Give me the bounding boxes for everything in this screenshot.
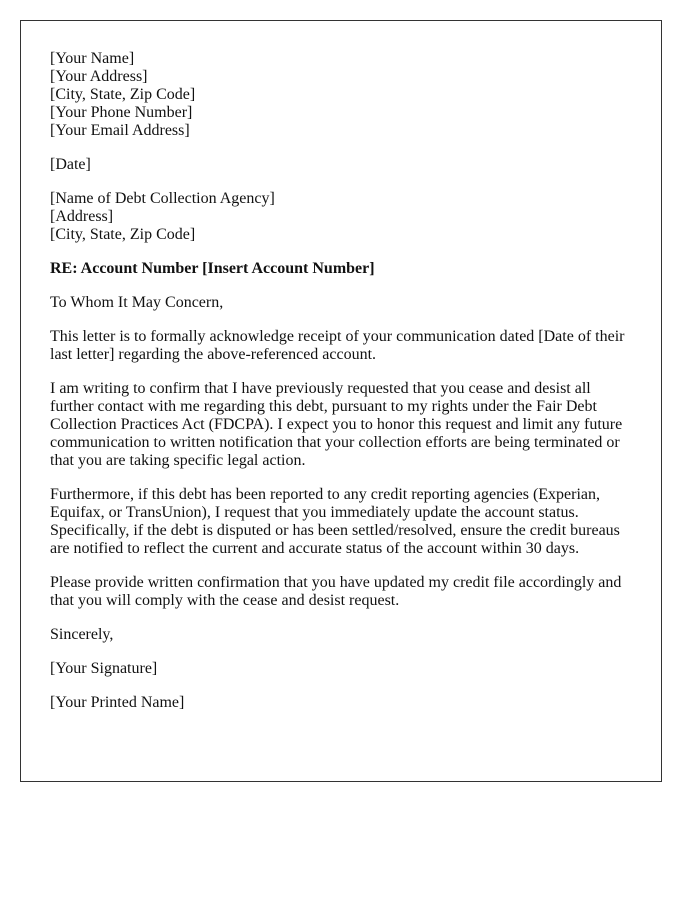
- body-paragraph: This letter is to formally acknowledge receipt of your communication dated [Date of their last letter] regarding the above-referenced account.: [50, 328, 625, 363]
- sender-email: [Your Email Address]: [50, 122, 190, 139]
- recipient-name: [Name of Debt Collection Agency]: [50, 190, 275, 207]
- recipient-address: [Address]: [50, 208, 114, 225]
- sender-address-block: [50, 50, 632, 140]
- signature: [Your Signature]: [50, 660, 158, 677]
- sender-phone: [Your Phone Number]: [50, 104, 193, 121]
- letter-date: [Date]: [50, 156, 91, 173]
- body-paragraph: Please provide written confirmation that you have updated my credit file accordingly and that you will comply with the cease and desist request.: [50, 574, 622, 609]
- sender-address: [Your Address]: [50, 68, 148, 85]
- salutation: To Whom It May Concern,: [50, 294, 224, 311]
- body-paragraph: Furthermore, if this debt has been reported to any credit reporting agencies (Experian, Equifax, or TransUnion), I request that you immediately update the account status. Specifically, if the debt is disputed or has been settled/resolved, ensure the credit bureaus are notified to reflect the current and accurate status of the account within 30 days.: [50, 486, 620, 557]
- letter-document: [20, 20, 662, 782]
- printed-name: [Your Printed Name]: [50, 694, 185, 711]
- subject-line: RE: Account Number [Insert Account Number]: [50, 260, 375, 277]
- recipient-address-block: [50, 190, 632, 244]
- body-paragraph: I am writing to confirm that I have previously requested that you cease and desist all further contact with me regarding this debt, pursuant to my rights under the Fair Debt Collection Practices Act (FDCPA). I expect you to honor this request and limit any future communication to written notification that your collection efforts are being terminated or that you are taking specific legal action.: [50, 380, 623, 469]
- sender-name: [Your Name]: [50, 50, 135, 67]
- recipient-city: [City, State, Zip Code]: [50, 226, 196, 243]
- sender-city: [City, State, Zip Code]: [50, 86, 196, 103]
- closing: Sincerely,: [50, 626, 114, 643]
